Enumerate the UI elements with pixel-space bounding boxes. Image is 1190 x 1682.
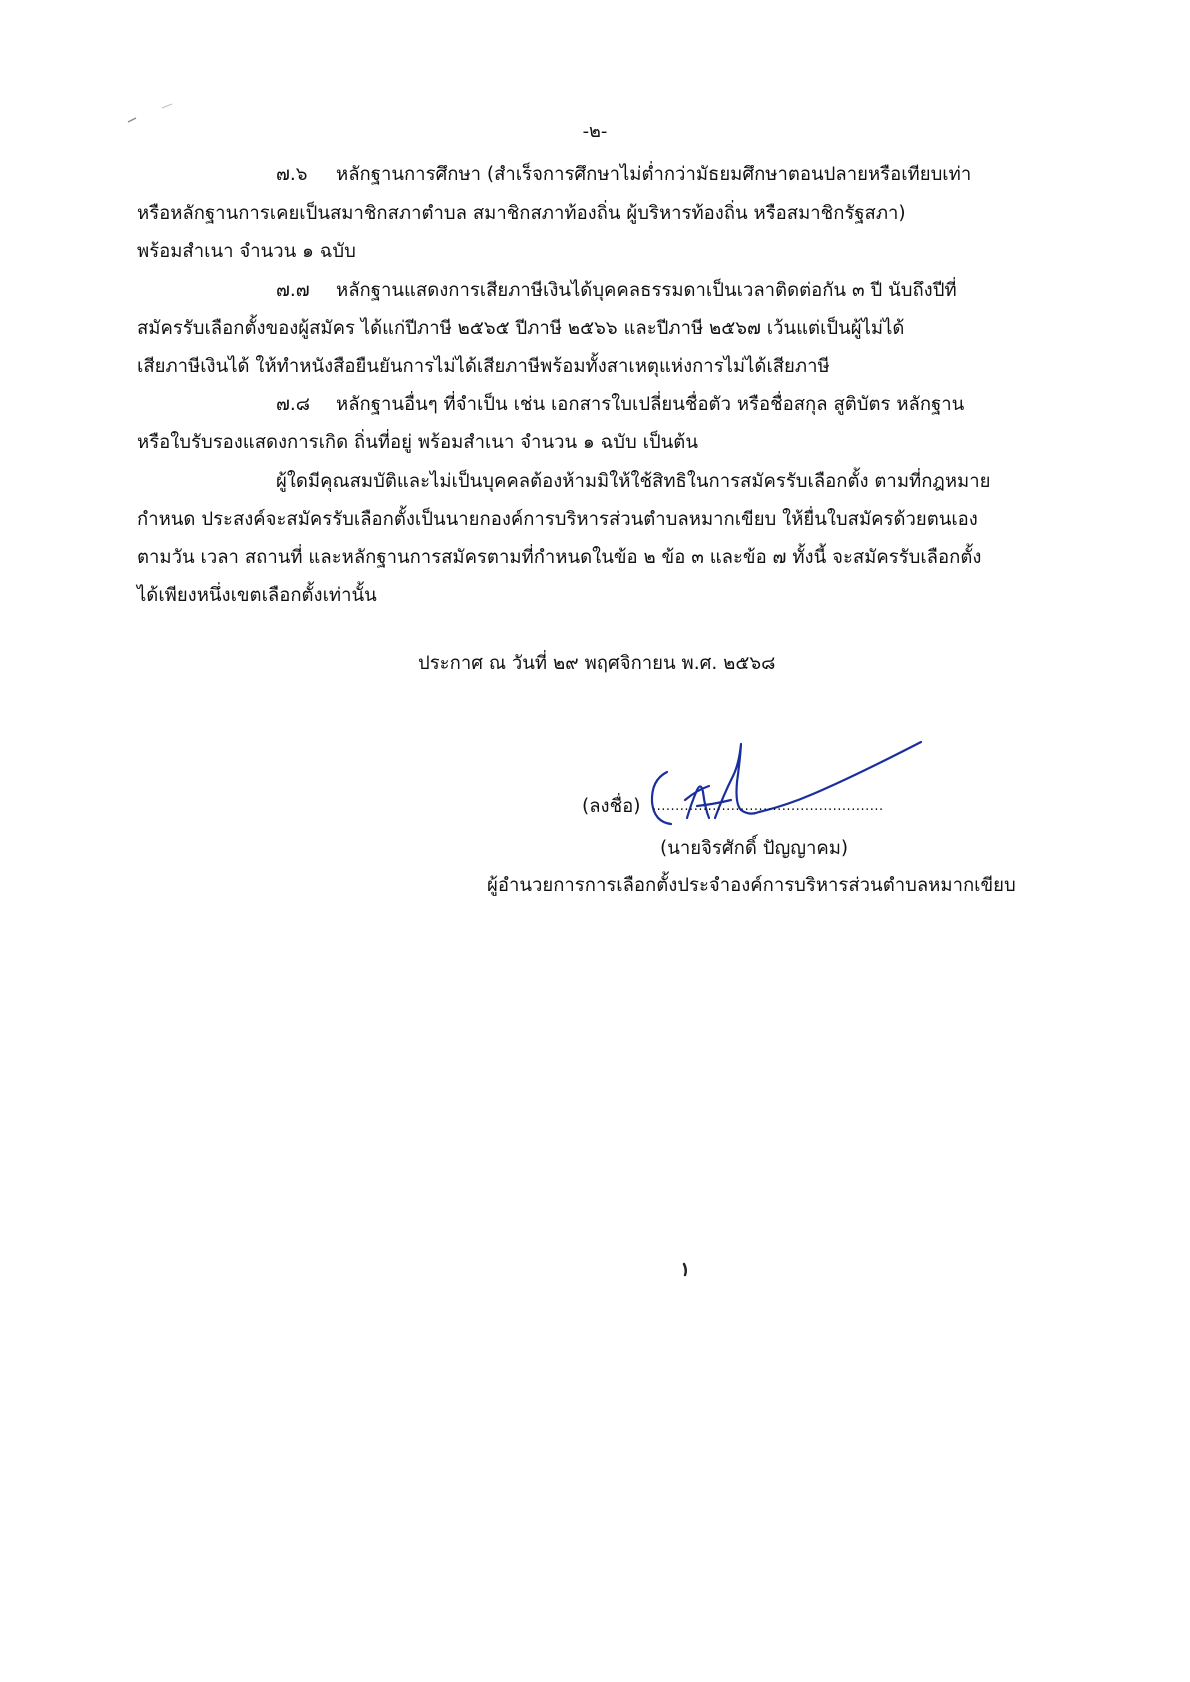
signature-label: (ลงชื่อ) — [582, 796, 641, 817]
item-77-line-3: เสียภาษีเงินได้ ให้ทำหนังสือยืนยันการไม่ได้เสียภาษีพร้อมทั้งสาเหตุแห่งการไม่ได้เสียภาษี — [137, 356, 830, 377]
signatory-position: ผู้อำนวยการการเลือกตั้งประจำองค์การบริหารส่วนตำบลหมากเขียบ — [487, 875, 1016, 896]
signatory-name: (นายจิรศักดิ์ ปัญญาคม) — [660, 838, 849, 859]
scan-speck-bottom — [680, 1262, 692, 1278]
item-number: ๗.๘ — [276, 394, 311, 415]
item-text: หลักฐานแสดงการเสียภาษีเงินได้บุคคลธรรมดาเป็นเวลาติดต่อกัน ๓ ปี นับถึงปีที่ — [336, 280, 957, 301]
closing-paragraph-line-2: กำหนด ประสงค์จะสมัครรับเลือกตั้งเป็นนายกองค์การบริหารส่วนตำบลหมากเขียบ ให้ยื่นใบสมัครด้วยตนเอง — [137, 509, 978, 530]
item-text: หลักฐานการศึกษา (สำเร็จการศึกษาไม่ต่ำกว่ามัธยมศึกษาตอนปลายหรือเทียบเท่า — [336, 164, 972, 185]
item-77-first-line — [276, 282, 957, 301]
item-78-first-line — [276, 396, 964, 415]
closing-paragraph-line-3: ตามวัน เวลา สถานที่ และหลักฐานการสมัครตามที่กำหนดในข้อ ๒ ข้อ ๓ และข้อ ๗ ทั้งนี้ จะสมัครรับเลือกตั้ง — [137, 547, 982, 568]
page-number: -๒- — [582, 121, 608, 142]
item-76-line-2: หรือหลักฐานการเคยเป็นสมาชิกสภาตำบล สมาชิกสภาท้องถิ่น ผู้บริหารท้องถิ่น หรือสมาชิกรัฐสภา) — [137, 203, 906, 224]
item-78-line-2: หรือใบรับรองแสดงการเกิด ถิ่นที่อยู่ พร้อมสำเนา จำนวน ๑ ฉบับ เป็นต้น — [137, 432, 698, 453]
announcement-date: ประกาศ ณ วันที่ ๒๙ พฤศจิกายน พ.ศ. ๒๕๖๘ — [418, 653, 776, 674]
item-text: หลักฐานอื่นๆ ที่จำเป็น เช่น เอกสารใบเปลี่ยนชื่อตัว หรือชื่อสกุล สูติบัตร หลักฐาน — [336, 394, 965, 415]
item-76-line-3: พร้อมสำเนา จำนวน ๑ ฉบับ — [137, 241, 356, 262]
item-77-line-2: สมัครรับเลือกตั้งของผู้สมัคร ได้แก่ปีภาษี ๒๕๖๕ ปีภาษี ๒๕๖๖ และปีภาษี ๒๕๖๗ เว้นแต่เป็นผู้ไม่ได้ — [137, 318, 905, 339]
signature-dotted-line: .................................................. — [652, 799, 884, 814]
closing-paragraph-line-4: ได้เพียงหนึ่งเขตเลือกตั้งเท่านั้น — [137, 585, 377, 606]
item-number: ๗.๗ — [276, 280, 310, 301]
item-76-first-line — [276, 166, 971, 185]
item-number: ๗.๖ — [276, 164, 308, 185]
closing-paragraph-line-1: ผู้ใดมีคุณสมบัติและไม่เป็นบุคคลต้องห้ามมิให้ใช้สิทธิในการสมัครรับเลือกตั้ง ตามที่กฎหมาย — [276, 471, 991, 492]
handwritten-signature — [645, 730, 945, 840]
